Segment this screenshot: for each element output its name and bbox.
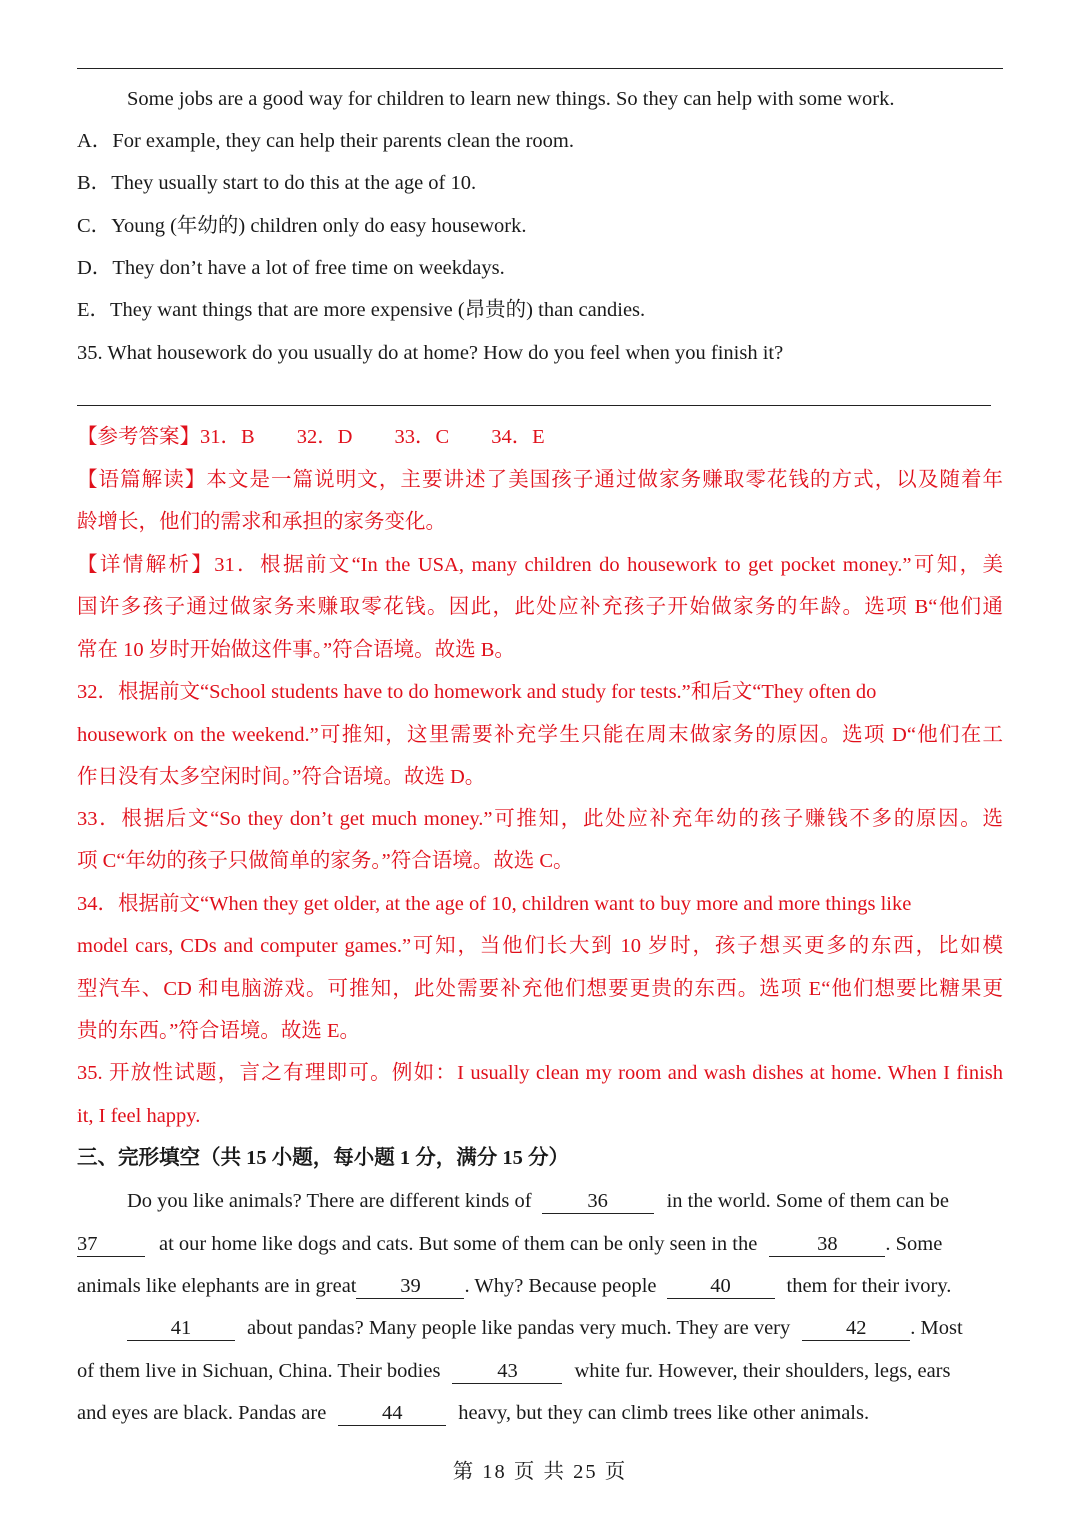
blank-42: 42	[802, 1316, 910, 1341]
option-c	[77, 211, 1003, 241]
blank-36: 36	[542, 1189, 654, 1214]
option-b	[77, 168, 1003, 198]
answer-item: 34．E	[491, 426, 545, 448]
blank-44: 44	[338, 1401, 446, 1426]
blank-40: 40	[667, 1274, 775, 1299]
detail-label: 【详情解析】	[77, 554, 215, 576]
cloze-line: 37 at our home like dogs and cats. But some of them can be only seen in the 38 . Some	[77, 1233, 943, 1255]
cloze-line: of them live in Sichuan, China. Their bodies 43 white fur. However, their shoulders, legs, ears	[77, 1360, 951, 1382]
top-divider	[77, 68, 1003, 69]
answer-item: 31．B	[200, 426, 255, 448]
blank-43: 43	[452, 1359, 562, 1384]
intro-sentence: Some jobs are a good way for children to learn new things. So they can help with some work.	[127, 88, 895, 110]
blank-41: 41	[127, 1316, 235, 1341]
blank-38: 38	[769, 1232, 885, 1257]
option-letter: C．	[77, 215, 112, 237]
detail-line: 项 C“年幼的孩子只做简单的家务。”符合语境。故选 C。	[77, 850, 574, 872]
option-a	[77, 126, 1003, 156]
answer-key-label: 【参考答案】	[77, 426, 200, 448]
detail-line: 国许多孩子通过做家务来赚取零花钱。因此，此处应补充孩子开始做家务的年龄。选项 B“他们通	[77, 596, 1003, 618]
detail-line: it, I feel happy.	[77, 1105, 201, 1127]
page-footer: 第 18 页 共 25 页	[452, 1461, 628, 1483]
option-text: They don’t have a lot of free time on weekdays.	[112, 257, 505, 279]
interpretation-line: 【语篇解读】本文是一篇说明文，主要讲述了美国孩子通过做家务赚取零花钱的方式，以及随着年	[77, 469, 1004, 491]
detail-line: model cars, CDs and computer games.”可知，当他们长大到 10 岁时，孩子想买更多的东西，比如模	[77, 935, 1003, 957]
option-letter: D．	[77, 257, 113, 279]
cloze-line: Do you like animals? There are different kinds of 36 in the world. Some of them can be	[127, 1190, 949, 1212]
blank-39: 39	[356, 1274, 464, 1299]
blank-37: 37	[77, 1232, 145, 1257]
option-e	[77, 295, 1003, 325]
answer-item: 32．D	[296, 426, 353, 448]
option-letter: B．	[77, 172, 112, 194]
detail-line: 型汽车、CD 和电脑游戏。可推知，此处需要补充他们想要更贵的东西。选项 E“他们想要比糖果更	[77, 978, 1003, 1000]
detail-line: 贵的东西。”符合语境。故选 E。	[77, 1020, 360, 1042]
detail-line: 作日没有太多空闲时间。”符合语境。故选 D。	[77, 766, 486, 788]
option-d	[77, 253, 1003, 283]
option-text: They want things that are more expensive (昂贵的) than candies.	[110, 299, 646, 321]
detail-line: 常在 10 岁时开始做这件事。”符合语境。故选 B。	[77, 639, 515, 661]
option-text: For example, they can help their parents clean the room.	[112, 130, 574, 152]
option-letter: E．	[77, 299, 111, 321]
cloze-line: animals like elephants are in great 39 . Why? Because people 40 them for their ivory.	[77, 1275, 952, 1297]
detail-line: 35. 开放性试题，言之有理即可。例如：I usually clean my room and wash dishes at home. When I finish	[77, 1062, 1003, 1084]
section-heading: 三、完形填空（共 15 小题，每小题 1 分，满分 15 分）	[77, 1147, 569, 1169]
interpretation-label: 【语篇解读】	[77, 469, 207, 491]
answer-key	[77, 422, 1003, 452]
section-divider	[77, 405, 991, 406]
detail-line: housework on the weekend.”可推知，这里需要补充学生只能在周末做家务的原因。选项 D“他们在工	[77, 724, 1003, 746]
interpretation-line: 龄增长，他们的需求和承担的家务变化。	[77, 511, 446, 533]
detail-line: 【详情解析】31．根据前文“In the USA, many children do housework to get pocket money.”可知，美	[77, 554, 1004, 576]
detail-line: 33．根据后文“So they don’t get much money.”可推知，此处应补充年幼的孩子赚钱不多的原因。选	[77, 808, 1003, 830]
detail-line: 32．根据前文“School students have to do homework and study for tests.”和后文“They often do	[77, 681, 877, 703]
cloze-line: 41 about pandas? Many people like pandas very much. They are very 42 . Most	[127, 1313, 1003, 1343]
question-35: 35. What housework do you usually do at home? How do you feel when you finish it?	[77, 342, 784, 364]
option-text: They usually start to do this at the age of 10.	[111, 172, 477, 194]
answer-item: 33．C	[394, 426, 450, 448]
option-letter: A．	[77, 130, 113, 152]
option-text: Young (年幼的) children only do easy housework.	[111, 215, 527, 237]
cloze-line: and eyes are black. Pandas are 44 heavy, but they can climb trees like other animals.	[77, 1402, 870, 1424]
detail-line: 34．根据前文“When they get older, at the age of 10, children want to buy more and more things like	[77, 893, 912, 915]
